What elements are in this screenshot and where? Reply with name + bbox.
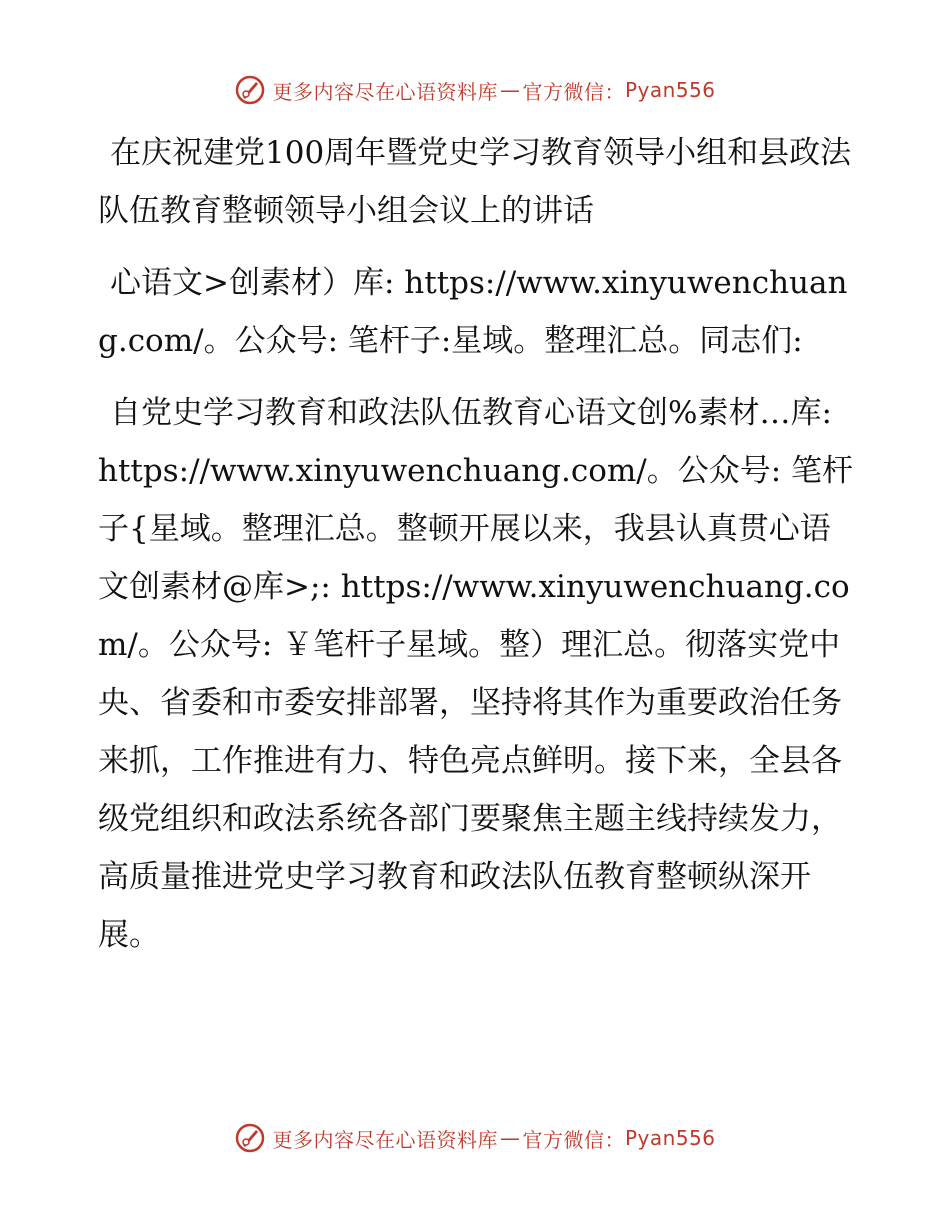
banner-wechat-id: Pyan556 xyxy=(624,78,716,102)
banner-separator: — xyxy=(499,78,521,102)
banner-separator: — xyxy=(499,1126,521,1150)
quill-logo-icon xyxy=(234,1122,266,1154)
paragraph-main: 自党史学习教育和政法队伍教育心语文创%素材…库: https://www.xinyuwenchuang.com/。公众号: 笔杆子{星域。整理汇总。整顿开展以来，我县认真贯心语文创素材@库>;: https://www.xinyuwenchuang.com/。公众号: ￥笔杆子星域。整）理汇总。彻落实党中央、省委和市委安排部署，坚持将其作为重要政治任务来抓，工作推进有力、特色亮点鲜明。接下来，全县各级党组织和政法系统各部门要聚焦主题主线持续发力，高质量推进党史学习教育和政法队伍教育整顿纵深开展。 xyxy=(98,395,854,953)
header-banner xyxy=(0,70,950,110)
paragraph-intro: 心语文>创素材）库: https://www.xinyuwenchuang.com/。公众号: 笔杆子:星域。整理汇总。同志们: xyxy=(98,265,848,359)
footer-banner xyxy=(0,1118,950,1158)
banner-wechat-label: 官方微信： xyxy=(522,79,625,104)
banner-text: 更多内容尽在心语资料库 xyxy=(272,79,498,104)
document-body xyxy=(98,124,858,964)
document-title: 在庆祝建党100周年暨党史学习教育领导小组和县政法队伍教育整顿领导小组会议上的讲话 xyxy=(98,135,852,229)
banner-text: 更多内容尽在心语资料库 xyxy=(272,1127,498,1152)
quill-logo-icon xyxy=(234,74,266,106)
banner-wechat-label: 官方微信： xyxy=(522,1127,625,1152)
banner-wechat-id: Pyan556 xyxy=(624,1126,716,1150)
